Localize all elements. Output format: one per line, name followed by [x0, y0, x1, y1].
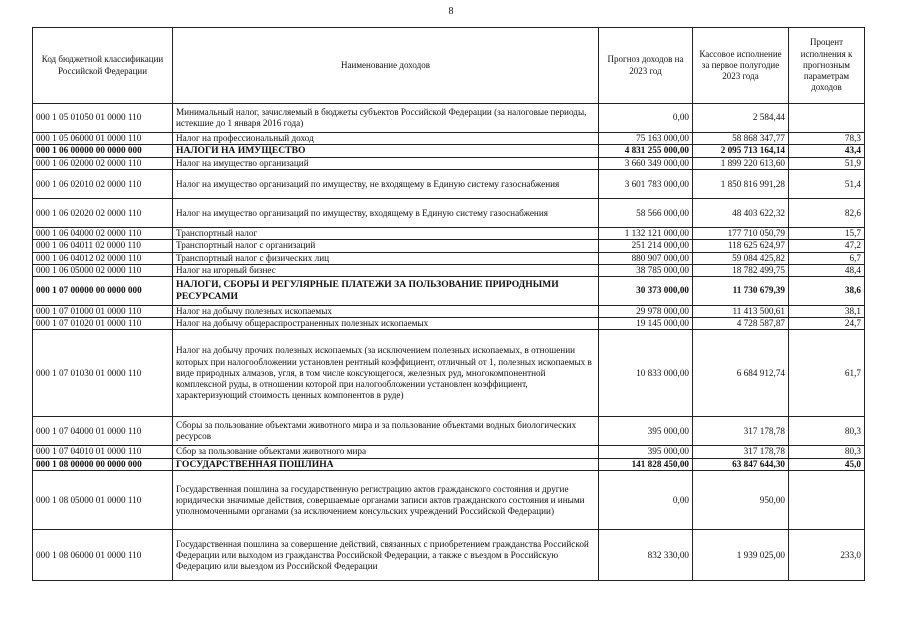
- table-row: [33, 330, 865, 417]
- cell-name: Налог на добычу прочих полезных ископаемых (за исключением полезных ископаемых, в отношении которых при налогообложении установлен рентный коэффициент, отличный от 1, полезных ископаемых в виде природных алмазов, угля, в том числе коксующегося, железных руд, многокомпонентной комплексной руды, в отношении которой при налогообложении установлен коэффициент, характеризующий стоимость ценных компонентов в руде): [173, 330, 599, 417]
- cell-actual: 18 782 499,75: [693, 264, 789, 276]
- cell-name: Сборы за пользование объектами животного мира и за пользование объектами водных биологических ресурсов: [173, 417, 599, 446]
- cell-actual: 59 084 425,82: [693, 252, 789, 264]
- cell-code: 000 1 06 04012 02 0000 110: [33, 252, 173, 264]
- cell-forecast: 4 831 255 000,00: [599, 145, 693, 158]
- cell-percent: 51,4: [789, 170, 865, 199]
- cell-forecast: 0,00: [599, 104, 693, 133]
- cell-code: 000 1 08 00000 00 0000 000: [33, 458, 173, 471]
- cell-percent: 48,4: [789, 264, 865, 276]
- cell-percent: 80,3: [789, 417, 865, 446]
- cell-name: Налог на имущество организаций по имуществу, не входящему в Единую систему газоснабжения: [173, 170, 599, 199]
- table-row: [33, 530, 865, 581]
- cell-name: Минимальный налог, зачисляемый в бюджеты субъектов Российской Федерации (за налоговые периоды, истекшие до 1 января 2016 года): [173, 104, 599, 133]
- cell-name: Налог на добычу полезных ископаемых: [173, 306, 599, 318]
- table-row: [33, 471, 865, 530]
- cell-code: 000 1 07 04000 01 0000 110: [33, 417, 173, 446]
- cell-forecast: 19 145 000,00: [599, 318, 693, 330]
- cell-name: Сбор за пользование объектами животного мира: [173, 446, 599, 458]
- cell-percent: 43,4: [789, 145, 865, 158]
- cell-forecast: 880 907 000,00: [599, 252, 693, 264]
- cell-forecast: 3 660 349 000,00: [599, 157, 693, 169]
- table-row: [33, 240, 865, 252]
- cell-actual: 4 728 587,87: [693, 318, 789, 330]
- cell-name: Налог на профессиональный доход: [173, 133, 599, 145]
- cell-forecast: 1 132 121 000,00: [599, 228, 693, 240]
- table-row: [33, 157, 865, 169]
- cell-percent: 47,2: [789, 240, 865, 252]
- cell-code: 000 1 06 00000 00 0000 000: [33, 145, 173, 158]
- table-row: [33, 264, 865, 276]
- cell-code: 000 1 06 02010 02 0000 110: [33, 170, 173, 199]
- cell-actual: 48 403 622,32: [693, 199, 789, 228]
- cell-code: 000 1 08 05000 01 0000 110: [33, 471, 173, 530]
- cell-code: 000 1 06 04011 02 0000 110: [33, 240, 173, 252]
- cell-forecast: 0,00: [599, 471, 693, 530]
- table-row: [33, 228, 865, 240]
- cell-actual: 1 850 816 991,28: [693, 170, 789, 199]
- cell-name: Транспортный налог с физических лиц: [173, 252, 599, 264]
- table-row: [33, 104, 865, 133]
- cell-code: 000 1 07 01030 01 0000 110: [33, 330, 173, 417]
- cell-forecast: 38 785 000,00: [599, 264, 693, 276]
- cell-name: Транспортный налог: [173, 228, 599, 240]
- cell-forecast: 395 000,00: [599, 417, 693, 446]
- cell-percent: 15,7: [789, 228, 865, 240]
- table-row: [33, 458, 865, 471]
- cell-forecast: 10 833 000,00: [599, 330, 693, 417]
- cell-code: 000 1 06 02000 02 0000 110: [33, 157, 173, 169]
- cell-percent: 45,0: [789, 458, 865, 471]
- page-number: 8: [448, 6, 454, 17]
- cell-forecast: 58 566 000,00: [599, 199, 693, 228]
- cell-actual: 317 178,78: [693, 417, 789, 446]
- cell-name: Государственная пошлина за совершение действий, связанных с приобретением гражданства Российской Федерации или выходом из гражданства Российской Федерации, а также с въездом в Российскую Федерацию или выездом из Российской Федерации: [173, 530, 599, 581]
- header-row: [33, 28, 865, 104]
- cell-actual: 177 710 050,79: [693, 228, 789, 240]
- cell-code: 000 1 05 01050 01 0000 110: [33, 104, 173, 133]
- cell-forecast: 141 828 450,00: [599, 458, 693, 471]
- cell-code: 000 1 07 01020 01 0000 110: [33, 318, 173, 330]
- cell-percent: 80,3: [789, 446, 865, 458]
- table-row: [33, 417, 865, 446]
- cell-forecast: 30 373 000,00: [599, 277, 693, 306]
- cell-percent: 38,6: [789, 277, 865, 306]
- cell-code: 000 1 08 06000 01 0000 110: [33, 530, 173, 581]
- cell-code: 000 1 07 00000 00 0000 000: [33, 277, 173, 306]
- cell-name: Налог на имущество организаций: [173, 157, 599, 169]
- cell-actual: 2 584,44: [693, 104, 789, 133]
- cell-actual: 1 899 220 613,60: [693, 157, 789, 169]
- table-row: [33, 133, 865, 145]
- cell-actual: 6 684 912,74: [693, 330, 789, 417]
- cell-code: 000 1 06 05000 02 0000 110: [33, 264, 173, 276]
- cell-percent: 82,6: [789, 199, 865, 228]
- header-percent: Процент исполнения к прогнозным параметрам доходов: [789, 28, 865, 104]
- cell-name: Налог на добычу общераспространенных полезных ископаемых: [173, 318, 599, 330]
- cell-percent: 233,0: [789, 530, 865, 581]
- cell-percent: 38,1: [789, 306, 865, 318]
- cell-actual: 1 939 025,00: [693, 530, 789, 581]
- cell-code: 000 1 05 06000 01 0000 110: [33, 133, 173, 145]
- header-code: Код бюджетной классификации Российской Федерации: [33, 28, 173, 104]
- income-table: [32, 27, 865, 581]
- cell-percent: 78,3: [789, 133, 865, 145]
- cell-actual: 2 095 713 164,14: [693, 145, 789, 158]
- header-forecast: Прогноз доходов на 2023 год: [599, 28, 693, 104]
- header-name: Наименование доходов: [173, 28, 599, 104]
- table-row: [33, 446, 865, 458]
- table-row: [33, 199, 865, 228]
- cell-actual: 11 730 679,39: [693, 277, 789, 306]
- cell-forecast: 29 978 000,00: [599, 306, 693, 318]
- table-row: [33, 252, 865, 264]
- cell-percent: 6,7: [789, 252, 865, 264]
- cell-code: 000 1 07 04010 01 0000 110: [33, 446, 173, 458]
- table-row: [33, 145, 865, 158]
- cell-percent: 61,7: [789, 330, 865, 417]
- cell-actual: 317 178,78: [693, 446, 789, 458]
- cell-forecast: 75 163 000,00: [599, 133, 693, 145]
- cell-actual: 58 868 347,77: [693, 133, 789, 145]
- cell-actual: 950,00: [693, 471, 789, 530]
- cell-percent: [789, 471, 865, 530]
- cell-name: Государственная пошлина за государственную регистрацию актов гражданского состояния и другие юридически значимые действия, совершаемые органами записи актов гражданского состояния и иными уполномоченными органами (за исключением консульских учреждений Российской Федерации): [173, 471, 599, 530]
- cell-code: 000 1 07 01000 01 0000 110: [33, 306, 173, 318]
- cell-forecast: 3 601 783 000,00: [599, 170, 693, 199]
- cell-name: НАЛОГИ, СБОРЫ И РЕГУЛЯРНЫЕ ПЛАТЕЖИ ЗА ПОЛЬЗОВАНИЕ ПРИРОДНЫМИ РЕСУРСАМИ: [173, 277, 599, 306]
- cell-name: НАЛОГИ НА ИМУЩЕСТВО: [173, 145, 599, 158]
- cell-code: 000 1 06 04000 02 0000 110: [33, 228, 173, 240]
- table-row: [33, 306, 865, 318]
- cell-forecast: 395 000,00: [599, 446, 693, 458]
- cell-actual: 11 413 500,61: [693, 306, 789, 318]
- cell-actual: 118 625 624,97: [693, 240, 789, 252]
- cell-name: ГОСУДАРСТВЕННАЯ ПОШЛИНА: [173, 458, 599, 471]
- cell-percent: 24,7: [789, 318, 865, 330]
- table-row: [33, 170, 865, 199]
- header-actual: Кассовое исполнение за первое полугодие 2023 года: [693, 28, 789, 104]
- cell-forecast: 251 214 000,00: [599, 240, 693, 252]
- cell-percent: 51,9: [789, 157, 865, 169]
- cell-forecast: 832 330,00: [599, 530, 693, 581]
- cell-name: Транспортный налог с организаций: [173, 240, 599, 252]
- cell-name: Налог на имущество организаций по имуществу, входящему в Единую систему газоснабжения: [173, 199, 599, 228]
- cell-code: 000 1 06 02020 02 0000 110: [33, 199, 173, 228]
- cell-percent: [789, 104, 865, 133]
- cell-actual: 63 847 644,30: [693, 458, 789, 471]
- table-row: [33, 277, 865, 306]
- cell-name: Налог на игорный бизнес: [173, 264, 599, 276]
- table-row: [33, 318, 865, 330]
